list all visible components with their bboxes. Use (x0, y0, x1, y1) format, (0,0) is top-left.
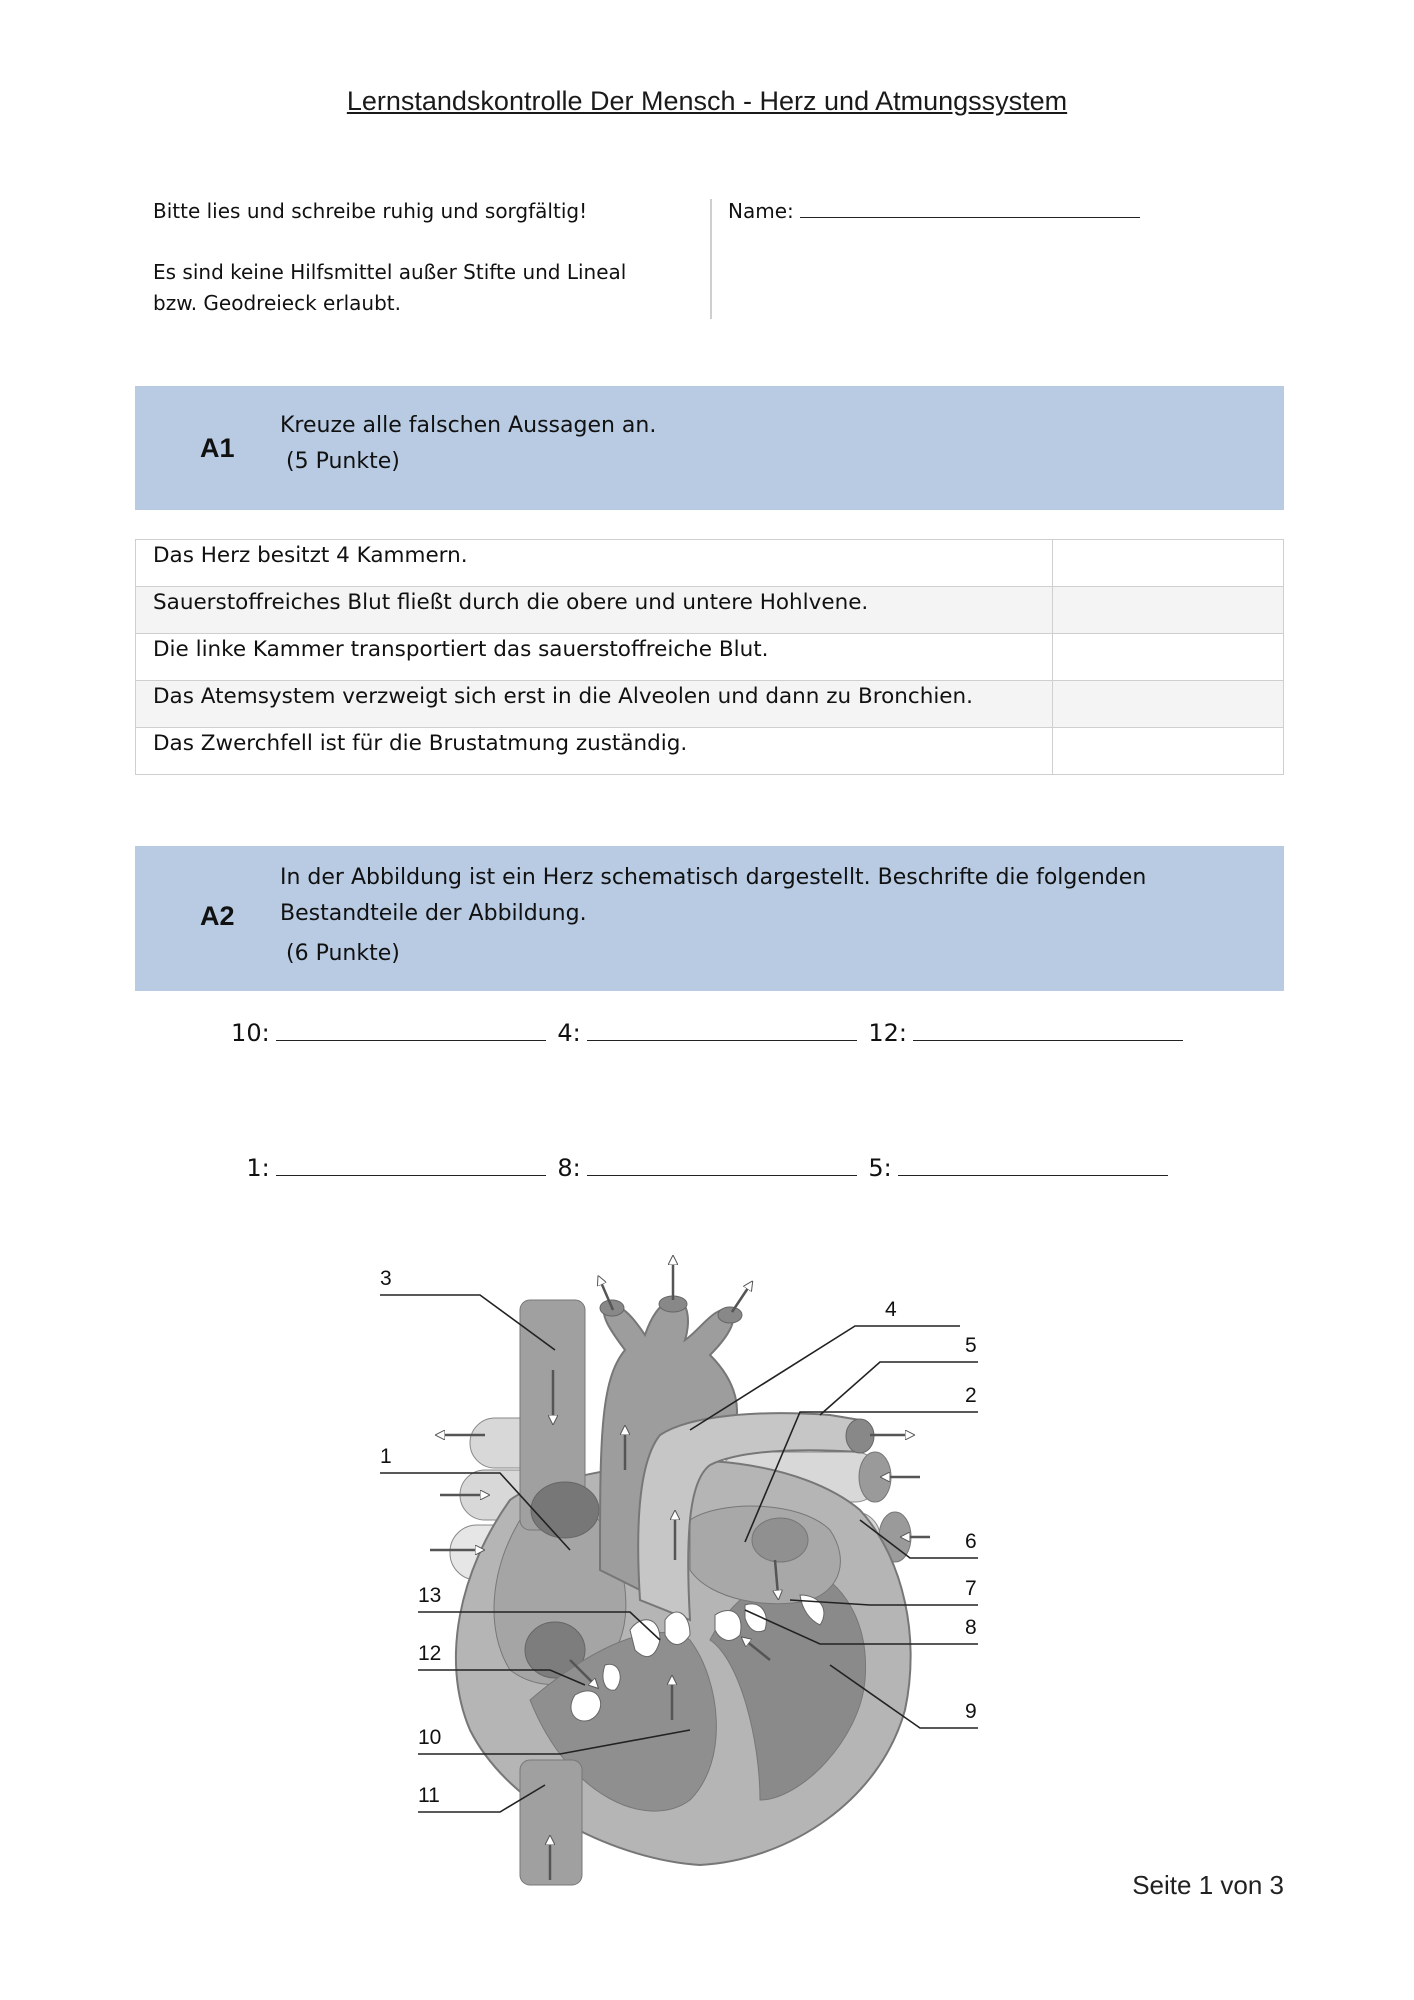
diagram-label-6: 6 (965, 1530, 977, 1553)
statement-table (135, 539, 1284, 775)
task-a2-points: (6 Punkte) (286, 941, 400, 966)
label-row-2 (0, 1153, 1414, 1182)
label-field-5[interactable] (868, 1153, 1167, 1182)
label-number: 12: (868, 1019, 907, 1047)
label-number: 8: (557, 1154, 581, 1182)
task-a1-points: (5 Punkte) (286, 449, 400, 474)
intro-line-1: Bitte lies und schreibe ruhig und sorgfältig! (153, 199, 588, 223)
diagram-label-9: 9 (965, 1700, 977, 1723)
diagram-label-10: 10 (418, 1726, 442, 1749)
checkbox-cell[interactable] (1053, 681, 1284, 728)
diagram-label-13: 13 (418, 1584, 442, 1607)
page-number: Seite 1 von 3 (1132, 1870, 1284, 1900)
label-number: 4: (557, 1019, 581, 1047)
task-a2-text-1: In der Abbildung ist ein Herz schematisch dargestellt. Beschrifte die folgenden (280, 865, 1147, 890)
task-a2-number: A2 (200, 901, 235, 931)
name-field[interactable] (728, 196, 1140, 227)
diagram-label-3: 3 (380, 1267, 392, 1290)
checkbox-cell[interactable] (1053, 728, 1284, 775)
answer-line[interactable] (898, 1153, 1168, 1176)
table-row (136, 634, 1284, 681)
name-label: Name: (728, 199, 794, 223)
checkbox-cell[interactable] (1053, 634, 1284, 681)
diagram-label-4: 4 (885, 1298, 897, 1321)
task-a1-text: Kreuze alle falschen Aussagen an. (280, 413, 657, 438)
label-field-4[interactable] (557, 1018, 856, 1047)
valve (715, 1611, 741, 1641)
heart-diagram (360, 1240, 1000, 1890)
leader-line (820, 1362, 978, 1415)
diagram-label-5: 5 (965, 1334, 977, 1357)
label-field-12[interactable] (868, 1018, 1183, 1047)
task-a2-text-2: Bestandteile der Abbildung. (280, 901, 587, 926)
table-row (136, 728, 1284, 775)
label-number: 1: (246, 1154, 270, 1182)
task-a1-number: A1 (200, 433, 235, 463)
diagram-label-1: 1 (380, 1445, 392, 1468)
table-row (136, 540, 1284, 587)
intro-line-2: Es sind keine Hilfsmittel außer Stifte und Lineal bzw. Geodreieck erlaubt. (153, 260, 627, 315)
checkbox-cell[interactable] (1053, 587, 1284, 634)
diagram-label-11: 11 (418, 1784, 440, 1807)
statement-text: Das Zwerchfell ist für die Brustatmung zuständig. (136, 728, 1053, 775)
task-a2-header (135, 846, 1284, 991)
task-a1-header (135, 386, 1284, 510)
name-line[interactable] (800, 197, 1140, 218)
answer-line[interactable] (276, 1153, 546, 1176)
label-field-10[interactable] (231, 1018, 546, 1047)
label-row-1 (0, 1018, 1414, 1047)
checkbox-cell[interactable] (1053, 540, 1284, 587)
arrow (732, 1285, 750, 1312)
statement-text: Die linke Kammer transportiert das sauerstoffreiche Blut. (136, 634, 1053, 681)
answer-line[interactable] (913, 1018, 1183, 1041)
diagram-label-2: 2 (965, 1384, 977, 1407)
task-a1-instruction (280, 408, 656, 480)
valve (603, 1664, 620, 1690)
task-a2-instruction (280, 860, 1146, 972)
label-field-1[interactable] (246, 1153, 545, 1182)
label-field-8[interactable] (557, 1153, 856, 1182)
divider (710, 199, 712, 319)
statement-text: Sauerstoffreiches Blut fließt durch die obere und untere Hohlvene. (136, 587, 1053, 634)
diagram-label-12: 12 (418, 1642, 442, 1665)
page-title: Lernstandskontrolle Der Mensch - Herz und Atmungssystem (346, 86, 1068, 116)
table-row (136, 681, 1284, 728)
superior-vena-cava (520, 1300, 599, 1538)
answer-line[interactable] (276, 1018, 546, 1041)
diagram-label-8: 8 (965, 1616, 977, 1639)
statement-text: Das Herz besitzt 4 Kammern. (136, 540, 1053, 587)
instructions (153, 196, 673, 349)
table-row (136, 587, 1284, 634)
statement-text: Das Atemsystem verzweigt sich erst in die Alveolen und dann zu Bronchien. (136, 681, 1053, 728)
answer-line[interactable] (587, 1153, 857, 1176)
diagram-label-7: 7 (965, 1577, 977, 1600)
label-number: 10: (231, 1019, 270, 1047)
answer-line[interactable] (587, 1018, 857, 1041)
label-number: 5: (868, 1154, 892, 1182)
